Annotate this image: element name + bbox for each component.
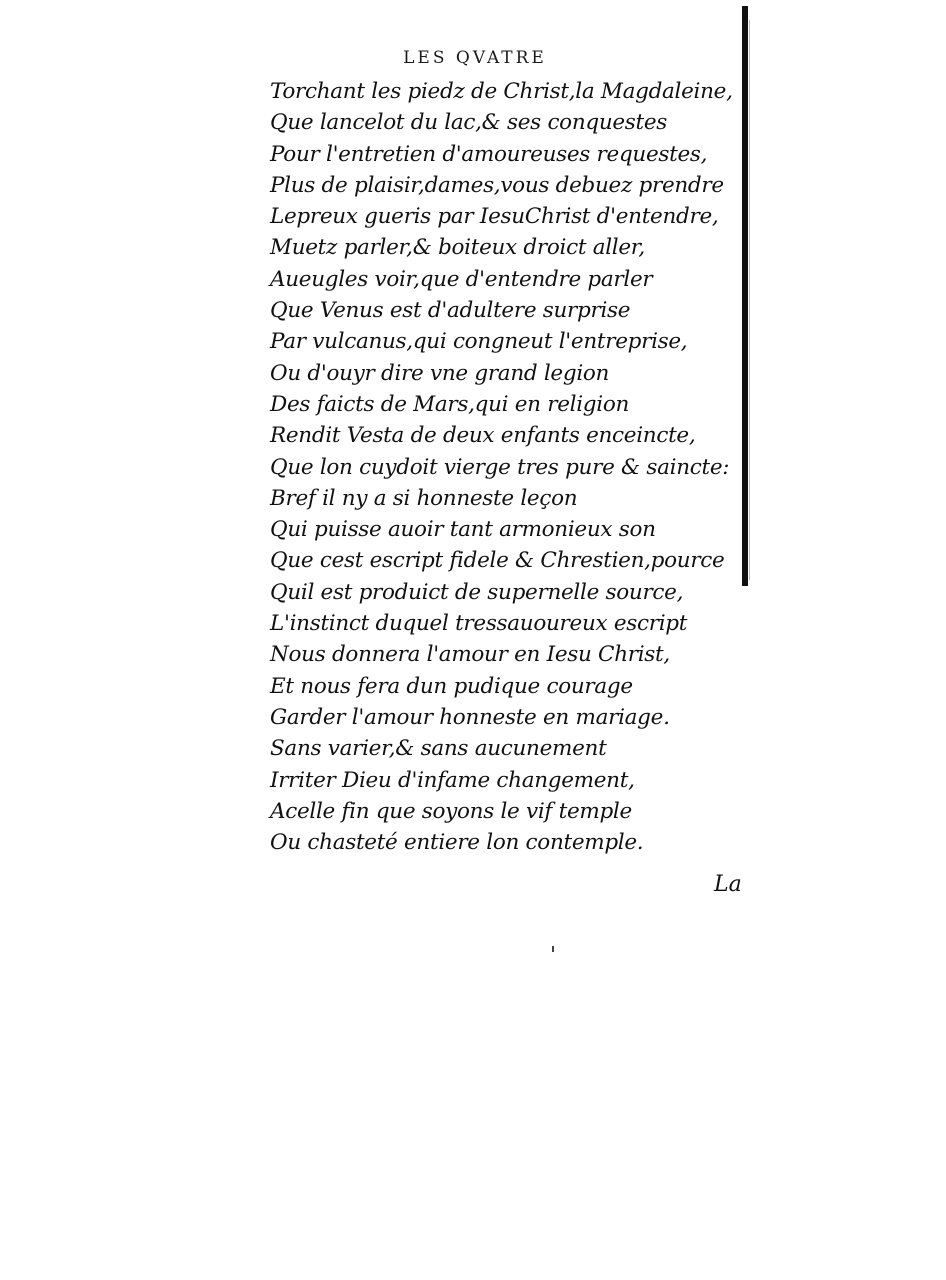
verse-line: Lepreux gueris par IesuChrist d'entendre,: [270, 204, 719, 230]
binding-edge-line: [749, 20, 750, 580]
running-head: LES QVATRE: [403, 48, 547, 68]
verse-line: Sans varier,& sans aucunement: [270, 736, 607, 762]
verse-line: Qui puisse auoir tant armonieux son: [270, 517, 656, 543]
verse-line: Par vulcanus,qui congneut l'entreprise,: [270, 329, 688, 355]
verse-line: Acelle fin que soyons le vif temple: [270, 798, 632, 824]
verse-line: Que lancelot du lac,& ses conquestes: [270, 110, 668, 136]
verse-line: Que lon cuydoit vierge tres pure & saincte:: [270, 454, 730, 480]
verse-line: Ou d'ouyr dire vne grand legion: [270, 360, 610, 386]
verse-line: Que Venus est d'adultere surprise: [270, 298, 631, 324]
verse-line: Quil est produict de supernelle source,: [270, 579, 684, 605]
verse-line: Garder l'amour honneste en mariage.: [270, 704, 670, 730]
catchword: La: [714, 872, 742, 897]
verse-line: Irriter Dieu d'infame changement,: [270, 767, 635, 793]
verse-line: Nous donnera l'amour en Iesu Christ,: [270, 642, 670, 668]
verse-line: Plus de plaisir,dames,vous debuez prendre: [270, 172, 724, 198]
verse-line: Torchant les piedz de Christ,la Magdaleine,: [270, 79, 733, 104]
binding-edge-shadow: [742, 6, 748, 586]
verse-block: [270, 76, 740, 858]
ink-speck: [552, 946, 554, 952]
verse-line: Aueugles voir,que d'entendre parler: [270, 266, 653, 292]
verse-line: L'instinct duquel tressauoureux escript: [270, 611, 688, 637]
verse-line: Rendit Vesta de deux enfants enceincte,: [270, 423, 696, 449]
verse-line: Ou chasteté entiere lon contemple.: [270, 830, 644, 856]
verse-line: Que cest escript fidele & Chrestien,pource: [270, 548, 725, 574]
verse-line: Pour l'entretien d'amoureuses requestes,: [270, 141, 708, 167]
verse-line: Et nous fera dun pudique courage: [270, 673, 633, 699]
verse-line: Bref il ny a si honneste leçon: [270, 485, 578, 511]
verse-line: Muetz parler,& boiteux droict aller,: [270, 235, 645, 261]
verse-line: Des faicts de Mars,qui en religion: [270, 391, 630, 417]
